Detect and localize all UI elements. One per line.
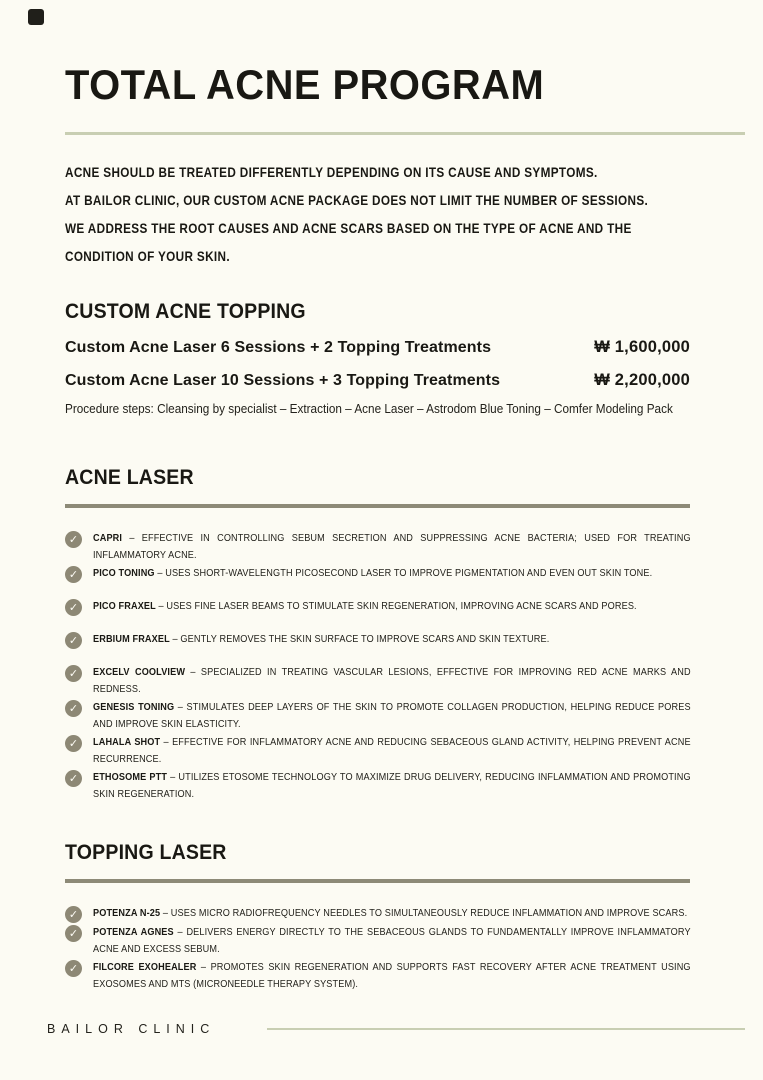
treatment-name: LAHALA SHOT: [93, 736, 161, 748]
page-footer: [47, 1022, 745, 1036]
package-label: Custom Acne Laser 6 Sessions + 2 Topping Treatments: [65, 339, 492, 356]
check-icon: ✓: [65, 735, 82, 752]
treatment-name: POTENZA N-25: [93, 907, 161, 919]
check-icon: ✓: [65, 770, 82, 787]
treatment-description: – DELIVERS ENERGY DIRECTLY TO THE SEBACEOUS GLANDS TO FUNDAMENTALLY IMPROVE INFLAMMATORY ACNE AND EXCESS SEBUM.: [93, 926, 691, 955]
logo-mark: [28, 9, 44, 25]
footer-divider: [267, 1028, 745, 1030]
custom-topping-heading: CUSTOM ACNE TOPPING: [65, 300, 306, 323]
check-icon: ✓: [65, 531, 82, 548]
package-price: ₩ 1,600,000: [594, 338, 690, 356]
treatment-description: – SPECIALIZED IN TREATING VASCULAR LESIONS, EFFECTIVE FOR IMPROVING RED ACNE MARKS AND REDNESS.: [93, 666, 691, 695]
title-divider: [65, 132, 745, 135]
treatment-item: [65, 530, 690, 564]
intro-line: ACNE SHOULD BE TREATED DIFFERENTLY DEPENDING ON ITS CAUSE AND SYMPTOMS.: [65, 164, 598, 180]
treatment-item: [65, 631, 690, 649]
treatment-text: [93, 631, 691, 648]
treatment-item: [65, 598, 690, 616]
treatment-text: [93, 959, 691, 993]
treatment-item: [65, 924, 690, 958]
procedure-note: Procedure steps: Cleansing by specialist – Extraction – Acne Laser – Astrodom Blue Toning – Comfer Modeling Pack: [65, 402, 673, 416]
treatment-text: [93, 924, 691, 958]
intro-line: CONDITION OF YOUR SKIN.: [65, 248, 230, 264]
treatment-name: POTENZA AGNES: [93, 926, 174, 938]
treatment-description: – USES MICRO RADIOFREQUENCY NEEDLES TO SIMULTANEOUSLY REDUCE INFLAMMATION AND IMPROVE SCARS.: [162, 907, 688, 919]
treatment-text: [93, 530, 691, 564]
treatment-description: – EFFECTIVE FOR INFLAMMATORY ACNE AND REDUCING SEBACEOUS GLAND ACTIVITY, HELPING PREVENT ACNE RECURRENCE.: [93, 736, 691, 765]
package-price: ₩ 2,200,000: [594, 371, 690, 389]
treatment-description: – STIMULATES DEEP LAYERS OF THE SKIN TO PROMOTE COLLAGEN PRODUCTION, HELPING REDUCE PORES AND IMPROVE SKIN ELASTICITY.: [93, 701, 691, 730]
treatment-item: [65, 664, 690, 698]
check-icon: ✓: [65, 700, 82, 717]
treatment-name: EXCELV COOLVIEW: [93, 666, 186, 678]
treatment-name: ETHOSOME PTT: [93, 771, 168, 783]
treatment-text: [93, 905, 691, 922]
treatment-description: – GENTLY REMOVES THE SKIN SURFACE TO IMPROVE SCARS AND SKIN TEXTURE.: [172, 633, 550, 645]
check-icon: ✓: [65, 906, 82, 923]
section-divider: [65, 879, 690, 883]
clinic-brand: BAILOR CLINIC: [47, 1022, 216, 1036]
intro-line: AT BAILOR CLINIC, OUR CUSTOM ACNE PACKAGE DOES NOT LIMIT THE NUMBER OF SESSIONS.: [65, 192, 649, 208]
check-icon: ✓: [65, 665, 82, 682]
treatment-description: – USES SHORT-WAVELENGTH PICOSECOND LASER TO IMPROVE PIGMENTATION AND EVEN OUT SKIN TONE.: [157, 567, 653, 579]
section-topping-laser: [65, 841, 690, 993]
treatment-name: PICO TONING: [93, 567, 155, 579]
treatment-name: GENESIS TONING: [93, 701, 175, 713]
treatment-text: [93, 699, 691, 733]
package-row: [65, 371, 690, 390]
treatment-text: [93, 565, 691, 582]
treatment-name: CAPRI: [93, 532, 123, 544]
treatment-item: [65, 699, 690, 733]
treatment-text: [93, 769, 691, 803]
page-title: TOTAL ACNE PROGRAM: [65, 61, 545, 108]
check-icon: ✓: [65, 566, 82, 583]
treatment-item: [65, 565, 690, 583]
treatment-name: FILCORE EXOHEALER: [93, 961, 197, 973]
treatment-description: – EFFECTIVE IN CONTROLLING SEBUM SECRETION AND SUPPRESSING ACNE BACTERIA; USED FOR TREATING INFLAMMATORY ACNE.: [93, 532, 691, 561]
section-divider: [65, 504, 690, 508]
intro-paragraph: [65, 158, 690, 270]
treatment-text: [93, 598, 691, 615]
treatment-name: PICO FRAXEL: [93, 600, 156, 612]
treatment-item: [65, 959, 690, 993]
treatment-name: ERBIUM FRAXEL: [93, 633, 170, 645]
acne-laser-list: [65, 530, 690, 803]
package-row: [65, 338, 690, 357]
check-icon: ✓: [65, 632, 82, 649]
treatment-item: [65, 905, 690, 923]
treatment-item: [65, 734, 690, 768]
treatment-text: [93, 664, 691, 698]
treatment-item: [65, 769, 690, 803]
intro-line: WE ADDRESS THE ROOT CAUSES AND ACNE SCARS BASED ON THE TYPE OF ACNE AND THE: [65, 220, 632, 236]
treatment-text: [93, 734, 691, 768]
check-icon: ✓: [65, 599, 82, 616]
topping-laser-heading: TOPPING LASER: [65, 841, 227, 864]
package-label: Custom Acne Laser 10 Sessions + 3 Topping Treatments: [65, 372, 501, 389]
acne-laser-heading: ACNE LASER: [65, 466, 194, 489]
section-custom-acne-topping: [65, 300, 690, 416]
treatment-description: – UTILIZES ETOSOME TECHNOLOGY TO MAXIMIZE DRUG DELIVERY, REDUCING INFLAMMATION AND PROMOTING SKIN REGENERATION.: [93, 771, 691, 800]
check-icon: ✓: [65, 960, 82, 977]
check-icon: ✓: [65, 925, 82, 942]
topping-laser-list: [65, 905, 690, 993]
treatment-description: – USES FINE LASER BEAMS TO STIMULATE SKIN REGENERATION, IMPROVING ACNE SCARS AND PORES.: [158, 600, 637, 612]
section-acne-laser: [65, 466, 690, 803]
treatment-description: – PROMOTES SKIN REGENERATION AND SUPPORTS FAST RECOVERY AFTER ACNE TREATMENT USING EXOSOMES AND MTS (MICRONEEDLE THERAPY SYSTEM).: [93, 961, 691, 990]
